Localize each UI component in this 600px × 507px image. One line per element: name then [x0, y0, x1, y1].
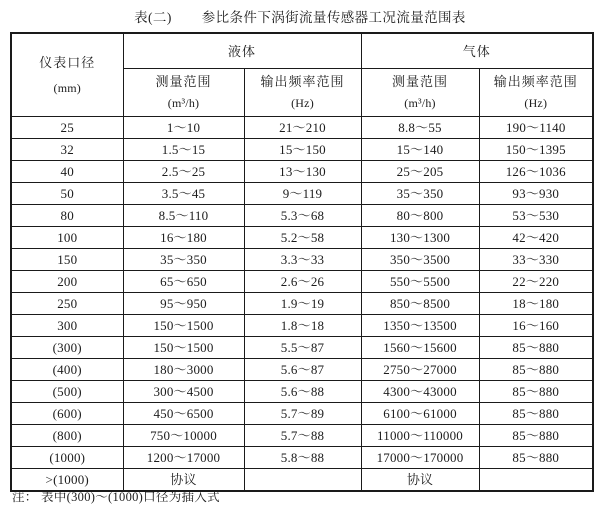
table-row [11, 270, 593, 292]
liquid-measure-cell: 8.5～110 [123, 204, 244, 226]
diameter-cell: 250 [11, 292, 123, 314]
liquid-measure-cell: 2.5～25 [123, 160, 244, 182]
gas-freq-cell: 85～880 [479, 380, 593, 402]
diameter-cell: (1000) [11, 446, 123, 468]
liquid-measure-cell: 1～10 [123, 116, 244, 138]
liquid-freq-cell: 5.6～87 [244, 358, 361, 380]
gas-measure-cell: 1350～13500 [361, 314, 479, 336]
liquid-measure-cell: 协议 [123, 468, 244, 491]
gas-measure-cell: 6100～61000 [361, 402, 479, 424]
header-group-row [11, 33, 593, 68]
diameter-cell: 32 [11, 138, 123, 160]
gas-freq-cell: 16～160 [479, 314, 593, 336]
diameter-cell: 300 [11, 314, 123, 336]
header-gas-freq-label: 输出频率范围 [493, 74, 578, 89]
table-row [11, 160, 593, 182]
table-row [11, 204, 593, 226]
header-gas-freq-unit: (Hz) [524, 96, 548, 110]
gas-measure-cell: 17000～170000 [361, 446, 479, 468]
header-gas-measure [361, 68, 479, 116]
gas-measure-cell: 35～350 [361, 182, 479, 204]
liquid-freq-cell: 5.7～88 [244, 424, 361, 446]
liquid-freq-cell: 13～130 [244, 160, 361, 182]
header-gas-measure-label: 测量范围 [392, 74, 449, 89]
liquid-freq-cell: 5.3～68 [244, 204, 361, 226]
table-row [11, 336, 593, 358]
table-row [11, 314, 593, 336]
gas-freq-cell: 85～880 [479, 336, 593, 358]
header-gas-group: 气体 [361, 33, 593, 68]
gas-measure-cell: 4300～43000 [361, 380, 479, 402]
gas-measure-cell: 15～140 [361, 138, 479, 160]
liquid-measure-cell: 35～350 [123, 248, 244, 270]
diameter-cell: 80 [11, 204, 123, 226]
liquid-measure-cell: 450～6500 [123, 402, 244, 424]
flow-range-table [10, 32, 594, 492]
liquid-measure-cell: 65～650 [123, 270, 244, 292]
header-gas-measure-unit: (m³/h) [404, 96, 436, 110]
liquid-measure-cell: 150～1500 [123, 314, 244, 336]
gas-freq-cell: 93～930 [479, 182, 593, 204]
diameter-cell: 40 [11, 160, 123, 182]
table-row [11, 358, 593, 380]
diameter-cell: >(1000) [11, 468, 123, 491]
gas-measure-cell: 1560～15600 [361, 336, 479, 358]
liquid-measure-cell: 16～180 [123, 226, 244, 248]
diameter-cell: 25 [11, 116, 123, 138]
table-row [11, 226, 593, 248]
table-row [11, 116, 593, 138]
diameter-cell: 100 [11, 226, 123, 248]
gas-freq-cell: 42～420 [479, 226, 593, 248]
diameter-cell: 200 [11, 270, 123, 292]
gas-freq-cell: 53～530 [479, 204, 593, 226]
header-liquid-freq-label: 输出频率范围 [260, 74, 345, 89]
diameter-cell: 150 [11, 248, 123, 270]
gas-measure-cell: 11000～110000 [361, 424, 479, 446]
liquid-measure-cell: 95～950 [123, 292, 244, 314]
liquid-freq-cell: 5.6～88 [244, 380, 361, 402]
diameter-cell: (800) [11, 424, 123, 446]
liquid-measure-cell: 300～4500 [123, 380, 244, 402]
liquid-freq-cell: 3.3～33 [244, 248, 361, 270]
gas-measure-cell: 80～800 [361, 204, 479, 226]
table-title: 参比条件下涡街流量传感器工况流量范围表 [201, 10, 466, 25]
page-title [0, 6, 600, 26]
gas-freq-cell: 33～330 [479, 248, 593, 270]
header-liquid-group: 液体 [123, 33, 361, 68]
table-row [11, 292, 593, 314]
diameter-cell: (600) [11, 402, 123, 424]
gas-measure-cell: 协议 [361, 468, 479, 491]
liquid-measure-cell: 1.5～15 [123, 138, 244, 160]
liquid-freq-cell: 5.8～88 [244, 446, 361, 468]
liquid-freq-cell: 5.7～89 [244, 402, 361, 424]
table-row [11, 402, 593, 424]
table-row [11, 248, 593, 270]
gas-measure-cell: 550～5500 [361, 270, 479, 292]
liquid-freq-cell [244, 468, 361, 491]
gas-freq-cell: 190～1140 [479, 116, 593, 138]
header-liquid-measure-unit: (m³/h) [167, 96, 200, 110]
gas-freq-cell: 150～1395 [479, 138, 593, 160]
table-number: 表(二) [134, 10, 172, 25]
header-liquid-measure [123, 68, 244, 116]
gas-measure-cell: 350～3500 [361, 248, 479, 270]
gas-freq-cell: 85～880 [479, 402, 593, 424]
footnote: 注： 表中(300)～(1000)口径为插入式 [12, 490, 220, 504]
gas-freq-cell: 18～180 [479, 292, 593, 314]
gas-freq-cell: 85～880 [479, 446, 593, 468]
gas-measure-cell: 25～205 [361, 160, 479, 182]
diameter-cell: (500) [11, 380, 123, 402]
gas-freq-cell: 126～1036 [479, 160, 593, 182]
header-diameter-unit: (mm) [53, 81, 81, 96]
header-diameter-label: 仪表口径 [39, 55, 96, 71]
gas-measure-cell: 130～1300 [361, 226, 479, 248]
header-diameter [11, 33, 123, 116]
gas-freq-cell: 22～220 [479, 270, 593, 292]
gas-freq-cell: 85～880 [479, 424, 593, 446]
liquid-freq-cell: 1.9～19 [244, 292, 361, 314]
header-liquid-measure-label: 测量范围 [155, 74, 212, 89]
table-row [11, 380, 593, 402]
table-row [11, 138, 593, 160]
liquid-measure-cell: 750～10000 [123, 424, 244, 446]
gas-measure-cell: 2750～27000 [361, 358, 479, 380]
liquid-freq-cell: 15～150 [244, 138, 361, 160]
gas-measure-cell: 850～8500 [361, 292, 479, 314]
liquid-measure-cell: 180～3000 [123, 358, 244, 380]
liquid-freq-cell: 2.6～26 [244, 270, 361, 292]
header-liquid-freq-unit: (Hz) [291, 96, 314, 110]
liquid-measure-cell: 3.5～45 [123, 182, 244, 204]
liquid-freq-cell: 5.2～58 [244, 226, 361, 248]
table-row [11, 182, 593, 204]
gas-measure-cell: 8.8～55 [361, 116, 479, 138]
gas-freq-cell [479, 468, 593, 491]
gas-freq-cell: 85～880 [479, 358, 593, 380]
table-row [11, 446, 593, 468]
liquid-freq-cell: 1.8～18 [244, 314, 361, 336]
liquid-measure-cell: 1200～17000 [123, 446, 244, 468]
diameter-cell: (400) [11, 358, 123, 380]
diameter-cell: (300) [11, 336, 123, 358]
liquid-freq-cell: 5.5～87 [244, 336, 361, 358]
liquid-freq-cell: 21～210 [244, 116, 361, 138]
header-liquid-freq [244, 68, 361, 116]
liquid-freq-cell: 9～119 [244, 182, 361, 204]
header-gas-freq [479, 68, 593, 116]
liquid-measure-cell: 150～1500 [123, 336, 244, 358]
diameter-cell: 50 [11, 182, 123, 204]
table-row [11, 424, 593, 446]
